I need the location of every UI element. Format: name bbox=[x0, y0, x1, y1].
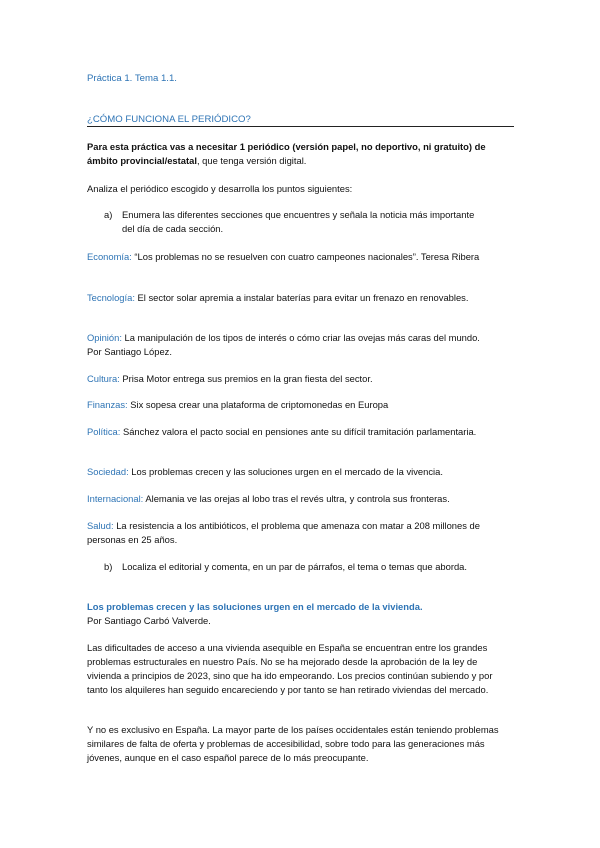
section-tecnologia bbox=[87, 291, 487, 305]
article-author: Por Santiago Carbó Valverde. bbox=[87, 615, 211, 626]
section-label: Tecnología: bbox=[87, 292, 135, 303]
article-paragraph-2: Y no es exclusivo en España. La mayor parte de los países occidentales están teniendo problemas similares de falta de oferta y problemas de accesibilidad, sobre todo para las generaciones más jóvenes, aunque en el caso español parece de lo más preocupante. bbox=[87, 724, 499, 763]
section-label: Salud: bbox=[87, 520, 114, 531]
list-marker-a: a) bbox=[104, 209, 113, 220]
instruction-paragraph: Analiza el periódico escogido y desarrolla los puntos siguientes: bbox=[87, 183, 353, 194]
section-label: Internacional: bbox=[87, 493, 144, 504]
section-politica bbox=[87, 425, 487, 439]
section-label: Finanzas: bbox=[87, 399, 128, 410]
section-economia bbox=[87, 250, 487, 264]
list-item-b bbox=[104, 560, 484, 588]
intro-paragraph bbox=[87, 140, 487, 168]
intro-normal-text: , que tenga versión digital. bbox=[196, 155, 307, 166]
list-marker-b: b) bbox=[104, 561, 113, 572]
section-text: “Los problemas no se resuelven con cuatro campeones nacionales”. Teresa Ribera bbox=[131, 251, 480, 262]
practice-title: Práctica 1. Tema 1.1. bbox=[87, 73, 177, 84]
section-text: La manipulación de los tipos de interés o cómo criar las ovejas más caras del mundo. Por Santiago López. bbox=[87, 332, 480, 357]
section-finanzas bbox=[87, 398, 487, 412]
section-label: Política: bbox=[87, 426, 121, 437]
section-label: Opinión: bbox=[87, 332, 122, 343]
section-label: Sociedad: bbox=[87, 466, 129, 477]
section-cultura bbox=[87, 372, 487, 386]
section-text: Alemania ve las orejas al lobo tras el revés ultra, y controla sus fronteras. bbox=[143, 493, 450, 504]
section-label: Cultura: bbox=[87, 373, 120, 384]
section-label: Economía: bbox=[87, 251, 132, 262]
main-heading: ¿CÓMO FUNCIONA EL PERIÓDICO? bbox=[87, 114, 514, 127]
article-title: Los problemas crecen y las soluciones urgen en el mercado de la vivienda. bbox=[87, 601, 423, 612]
section-sociedad bbox=[87, 465, 487, 479]
section-salud bbox=[87, 519, 487, 547]
section-internacional bbox=[87, 492, 487, 506]
article-heading bbox=[87, 600, 507, 628]
section-text: Six sopesa crear una plataforma de criptomonedas en Europa bbox=[127, 399, 389, 410]
section-text: Los problemas crecen y las soluciones urgen en el mercado de la vivencia. bbox=[128, 466, 443, 477]
section-opinion bbox=[87, 331, 487, 359]
section-text: La resistencia a los antibióticos, el problema que amenaza con matar a 208 millones de personas en 25 años. bbox=[87, 520, 480, 545]
list-item-a bbox=[104, 208, 484, 236]
article-paragraph-1: Las dificultades de acceso a una vivienda asequible en España se encuentran entre los grandes problemas estructurales en nuestro País. No se ha mejorado desde la aprobación de la ley de vivienda a principios de 2023, sino que ha ido empeorando. Los precios continúan subiendo y por tanto los alquileres han seguido encareciendo y por tanto se han retirado viviendas del mercado. bbox=[87, 642, 493, 695]
section-text: El sector solar apremia a instalar baterías para evitar un frenazo en renovables. bbox=[134, 292, 469, 303]
list-text-b: Localiza el editorial y comenta, en un par de párrafos, el tema o temas que aborda. bbox=[122, 561, 467, 572]
intro-bold-text: Para esta práctica vas a necesitar 1 periódico (versión papel, no deportivo, ni gratuito) de ámbito provincial/estatal bbox=[87, 141, 486, 166]
section-text: Prisa Motor entrega sus premios en la gran fiesta del sector. bbox=[119, 373, 373, 384]
list-text-a: Enumera las diferentes secciones que encuentres y señala la noticia más importante del día de cada sección. bbox=[122, 209, 475, 234]
section-text: Sánchez valora el pacto social en pensiones ante su difícil tramitación parlamentaria. bbox=[120, 426, 477, 437]
